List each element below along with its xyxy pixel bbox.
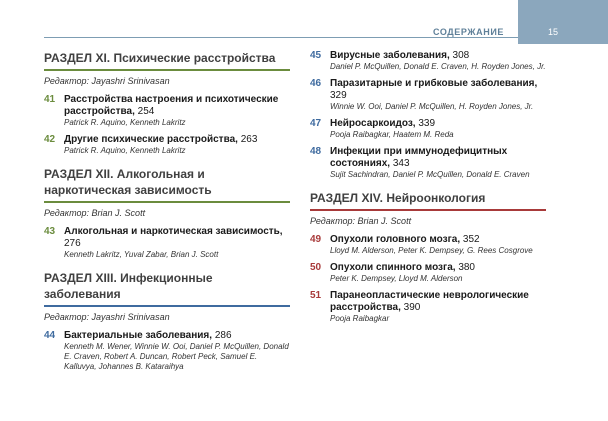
chapter-number: 46 [310,78,322,89]
chapter-authors: Sujit Sachindran, Daniel P. McQuillen, Donald E. Craven [330,170,530,179]
left-column [44,50,290,378]
chapter-authors: Patrick R. Aquino, Kenneth Lakritz [64,146,186,155]
chapter-page: 380 [458,262,475,273]
chapter-number: 45 [310,50,322,61]
chapter-page: 352 [462,234,480,245]
chapter-authors: Peter K. Dempsey, Lloyd M. Alderson [330,274,463,283]
page-number: 15 [548,27,559,37]
chapter-title: Паразитарные и грибковые заболевания, 329 [330,78,538,101]
chapter-authors: Patrick R. Aquino, Kenneth Lakritz [64,118,186,127]
section-editor: Редактор: Brian J. Scott [310,216,412,226]
running-header: СОДЕРЖАНИЕ [432,27,504,37]
chapter-number: 44 [44,330,56,341]
chapter-authors: Lloyd M. Alderson, Peter K. Dempsey, G. Rees Cosgrove [330,246,533,255]
section-heading: РАЗДЕЛ XI. Психические расстройства [44,50,290,71]
toc-entry[interactable] [310,50,546,72]
section-heading: РАЗДЕЛ XIII. Инфекционные заболевания [44,270,290,307]
toc-entry[interactable] [44,94,290,128]
toc-entry[interactable] [44,134,290,156]
toc-entry[interactable] [310,146,546,180]
chapter-title: Нейросаркоидоз, 339 [330,118,436,129]
toc-entry[interactable] [310,234,546,256]
chapter-authors: Kenneth M. Wener, Winnie W. Ooi, Daniel P. McQuillen, Donald E. Craven, Robert A. Duncan, Robert Peck, Samuel E. Kalluvya, Johannes B. Kataraihya [64,342,289,371]
section-heading: РАЗДЕЛ XII. Алкогольная и наркотическая зависимость [44,166,290,203]
chapter-number: 43 [44,226,56,237]
chapter-title: Бактериальные заболевания, 286 [64,330,232,341]
chapter-number: 48 [310,146,322,157]
chapter-authors: Pooja Raibagkar [330,314,390,323]
toc-entry[interactable] [44,330,290,372]
chapter-authors: Winnie W. Ooi, Daniel P. McQuillen, H. Royden Jones, Jr. [330,102,534,111]
chapter-title: Алкогольная и наркотическая зависимость, 276 [64,226,283,249]
chapter-number: 47 [310,118,322,129]
toc-entry[interactable] [310,262,546,284]
toc-entry[interactable] [44,226,290,260]
chapter-authors: Pooja Raibagkar, Haatem M. Reda [330,130,454,139]
toc-entry[interactable] [310,78,546,112]
chapter-number: 50 [310,262,322,273]
header-rule [44,37,518,38]
section-editor: Редактор: Jayashri Srinivasan [44,312,170,322]
chapter-title: Паранеопластические неврологические расстройства, 390 [330,290,529,313]
chapter-number: 51 [310,290,322,301]
chapter-page: 308 [452,50,470,61]
chapter-title: Вирусные заболевания, 308 [330,50,470,61]
right-column [310,50,546,330]
page-number-box [518,0,608,44]
chapter-page: 339 [418,118,436,129]
chapter-page: 263 [240,134,258,145]
chapter-authors: Daniel P. McQuillen, Donald E. Craven, H. Royden Jones, Jr. [330,62,546,71]
chapter-page: 276 [64,238,81,249]
chapter-page: 286 [214,330,232,341]
chapter-title: Другие психические расстройства, 263 [64,134,258,145]
chapter-page: 254 [137,106,155,117]
chapter-number: 49 [310,234,322,245]
chapter-title: Инфекции при иммунодефицитных состояниях, 343 [330,146,508,169]
chapter-number: 42 [44,134,56,145]
section-editor: Редактор: Jayashri Srinivasan [44,76,170,86]
chapter-title: Опухоли головного мозга, 352 [330,234,480,245]
chapter-number: 41 [44,94,56,105]
chapter-title: Опухоли спинного мозга, 380 [330,262,475,273]
section-editor: Редактор: Brian J. Scott [44,208,146,218]
section-heading: РАЗДЕЛ XIV. Нейроонкология [310,190,546,211]
chapter-authors: Kenneth Lakritz, Yuval Zabar, Brian J. Scott [64,250,219,259]
chapter-page: 329 [330,90,347,101]
toc-entry[interactable] [310,118,546,140]
chapter-page: 343 [392,158,410,169]
chapter-title: Расстройства настроения и психотические расстройства, 254 [64,94,279,117]
chapter-page: 390 [403,302,421,313]
toc-entry[interactable] [310,290,546,324]
